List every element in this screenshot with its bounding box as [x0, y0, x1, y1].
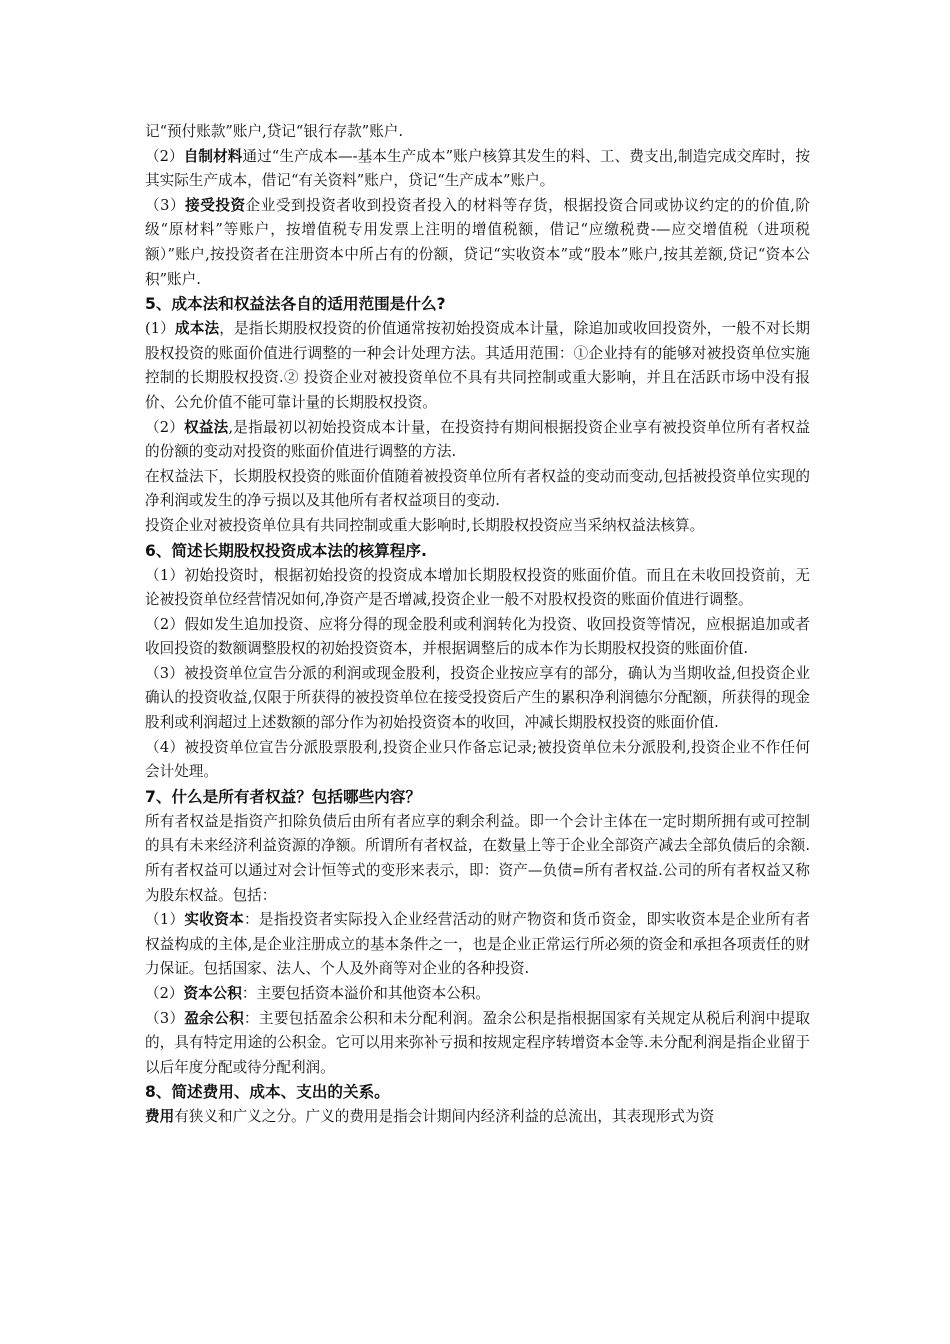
text-run: （2）	[145, 418, 185, 436]
para-q6-2	[145, 613, 810, 662]
text-run: （2）	[145, 985, 184, 1002]
text-run: ：主要包括资本溢价和其他资本公积。	[241, 985, 490, 1002]
heading-q5: 5、成本法和权益法各自的适用范围是什么?	[145, 295, 446, 314]
para-prepaid-cont	[145, 120, 810, 145]
para-q6-3	[145, 662, 810, 736]
text-run: 投资企业对被投资单位具有共同控制或重大影响时,长期股权投资应当采纳权益法核算。	[145, 516, 705, 534]
para-expenses	[145, 1105, 810, 1130]
heading-q8: 8、简述费用、成本、支出的关系。	[145, 1083, 390, 1102]
heading-q6: 6、简述长期股权投资成本法的核算程序.	[145, 541, 427, 560]
text-run: ：是指投资者实际投入企业经营活动的财产物资和货币资金，即实收资本是企业所有者权益构成的主体,是企业注册成立的基本条件之一，也是企业正常运行所必须的资金和承担各项责任的财力保证。包括国家、法人、个人及外商等对企业的各种投资.	[145, 911, 810, 978]
para-q6-4	[145, 736, 810, 785]
text-run: （3）	[145, 1009, 185, 1027]
text-run: ,是指最初以初始投资成本计量，在投资持有期间根据投资企业享有被投资单位所有者权益的份额的变动对投资的账面价值进行调整的方法.	[145, 418, 810, 461]
text-run: （4）被投资单位宣告分派股票股利,投资企业只作备忘记录;被投资单位未分派股利,投资企业不作任何会计处理。	[145, 738, 810, 781]
text-run: （2）	[145, 147, 184, 165]
text-run: （2）假如发生追加投资、应将分得的现金股利或利润转化为投资、收回投资等情况，应根据追加或者收回投资的数额调整股权的初始投资资本，并根据调整后的成本作为长期股权投资的账面价值.	[145, 615, 810, 658]
para-capital-reserve	[145, 982, 810, 1007]
bold-term: 成本法	[174, 320, 220, 338]
text-run: 记“预付账款”账户,贷记“银行存款”账户.	[145, 123, 404, 140]
text-run: 所有者权益是指资产扣除负债后由所有者应享的剩余利益。即一个会计主体在一定时期所拥有或可控制的具有未来经济利益资源的净额。所谓所有者权益，在数量上等于企业全部资产减去全部负债后的余额. 所有者权益可以通过对会计恒等式的变形来表示，即：资产—负债=所有者权益.公司的所有者权益又称为股东权益。包括：	[145, 812, 810, 904]
text-run: (1）	[145, 320, 175, 338]
bold-term: 费用	[145, 1108, 175, 1126]
para-equity-method	[145, 416, 810, 465]
text-run: ，是指长期股权投资的价值通常按初始投资成本计量，除追加或收回投资外，一般不对长期股权投资的账面价值进行调整的一种会计处理方法。其适用范围：①企业持有的能够对被投资单位实施控制的长期股权投资.② 投资企业对被投资单位不具有共同控制或重大影响，并且在活跃市场中没有报价、公允价值不能可靠计量的长期股权投资。	[145, 320, 810, 411]
text-run: （3）	[145, 196, 186, 214]
para-self-made	[145, 145, 810, 194]
para-investment-received	[145, 194, 810, 292]
para-owners-equity	[145, 810, 810, 908]
text-run: （1）初始投资时，根据初始投资的投资成本增加长期股权投资的账面价值。而且在未收回投资前，无论被投资单位经营情况如何,净资产是否增减,投资企业一般不对股权投资的账面价值进行调整。	[145, 566, 810, 609]
para-equity-method-2	[145, 465, 810, 514]
text-run: 通过“生产成本—-基本生产成本”账户核算其发生的料、工、费支出,制造完成交库时，按其实际生产成本，借记“有关资料”账户，贷记“生产成本”账户。	[145, 147, 810, 190]
bold-term: 接受投资	[185, 196, 246, 214]
text-run: （3）被投资单位宣告分派的利润或现金股利，投资企业按应享有的部分，确认为当期收益,但投资企业确认的投资收益,仅限于所获得的被投资单位在接受投资后产生的累积净利润德尔分配额，所获得的现金股利或利润超过上述数额的部分作为初始投资资本的收回，冲减长期股权投资的账面价值.	[145, 664, 810, 732]
bold-term: 权益法	[184, 418, 229, 436]
para-surplus-reserve	[145, 1007, 810, 1081]
para-q6-1	[145, 564, 810, 613]
bold-term: 实收资本	[184, 911, 245, 929]
para-cost-method	[145, 317, 810, 415]
text-run: 有狭义和广义之分。广义的费用是指会计期间内经济利益的总流出，其表现形式为资	[174, 1108, 715, 1126]
document-page	[145, 120, 810, 1130]
text-run: （1）	[145, 911, 185, 929]
text-run: 企业受到投资者收到投资者投入的材料等存货，根据投资合同或协议约定的的价值,阶级“原材料”等账户，按增值税专用发票上注明的增值税额，借记“应缴税费-—应交增值税（进项税额）”账户,按投资者在注册资本中所占有的份额，贷记“实收资本”或“股本”账户,按其差额,贷记“资本公积”账户.	[145, 196, 810, 288]
para-equity-method-3	[145, 514, 810, 539]
heading-q7: 7、什么是所有者权益？包括哪些内容？	[145, 787, 421, 806]
bold-term: 盈余公积	[184, 1009, 245, 1027]
text-run: 在权益法下，长期股权投资的账面价值随着被投资单位所有者权益的变动而变动,包括被投资单位实现的净利润或发生的净亏损以及其他所有者权益项目的变动.	[145, 467, 810, 510]
para-paid-in-capital	[145, 908, 810, 982]
bold-term: 资本公积	[183, 985, 242, 1002]
text-run: ：主要包括盈余公积和未分配利润。盈余公积是指根据国家有关规定从税后利润中提取的，具有特定用途的公积金。它可以用来弥补亏损和按规定程序转增资本金等.未分配利润是指企业留于以后年度分配或待分配利润。	[145, 1009, 810, 1076]
bold-term: 自制材料	[183, 147, 243, 165]
